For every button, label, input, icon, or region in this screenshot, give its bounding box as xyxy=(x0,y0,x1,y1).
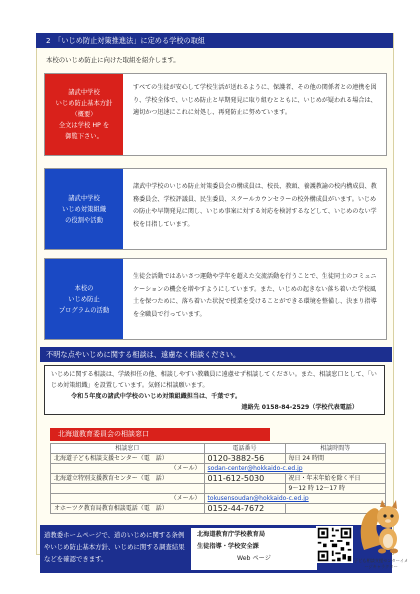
column-header: 相談時間等 xyxy=(285,444,386,454)
contact-email-link[interactable]: tokusensoudan@hokkaido-c.ed.jp xyxy=(204,494,385,504)
tag-line: 本校の xyxy=(74,284,94,292)
consult-heading: 不明な点やいじめに関する相談は、遠慮なく相談ください。 xyxy=(40,347,392,362)
table-row xyxy=(51,464,386,474)
panel-program xyxy=(44,258,387,340)
consult-phone: 連絡先 0158-84-2529（学校代表電話） xyxy=(241,404,358,411)
tag-line: いじめ対策組織 xyxy=(61,205,107,213)
panel-organization xyxy=(44,168,387,250)
section-heading xyxy=(36,33,393,48)
consult-staff: 令和５年度の諸武中学校のいじめ対策組織担当は、千葉です。 xyxy=(71,393,242,400)
column-header: 電話番号 xyxy=(204,444,285,454)
table-row xyxy=(51,474,386,484)
publisher-line: 生徒指導・学校安全課 xyxy=(197,543,259,550)
tag-line: いじめ防止基本方針 xyxy=(55,100,113,107)
tag-line: いじめ防止 xyxy=(68,295,100,303)
contact-name xyxy=(51,484,205,494)
tag-line: の役割や活動 xyxy=(65,216,103,224)
table-row xyxy=(51,454,386,464)
publisher-line: Web ページ xyxy=(237,555,271,562)
table-header-row xyxy=(51,444,386,454)
panel-tag xyxy=(45,74,123,155)
mascot-caption: 子ども相談支援センターイメージキャラクター xyxy=(353,558,409,569)
publisher-box xyxy=(191,528,317,570)
table-row xyxy=(51,494,386,504)
intro-text: 本校のいじめ防止に向けた取組を紹介します。 xyxy=(46,56,180,64)
contact-name: （メール） xyxy=(51,464,205,474)
contact-name: オホーツク教育局教育相談電話（電 話） xyxy=(51,504,205,514)
contact-time: 毎日 24 時間 xyxy=(285,454,386,464)
contact-name: 北海道立特別支援教育センター（電 話） xyxy=(51,474,205,484)
consult-text: いじめに関する相談は、学級担任の他、相談しやすい教職員に遠慮せず相談してください。また、相談窓口として、「いじめ対策組織」を設置しています。気軽に相談願います。 xyxy=(51,371,377,389)
contact-time: 祝日・年末年始を除く平日 xyxy=(285,474,386,484)
panel-tag xyxy=(45,259,123,339)
publisher-line: 北海道教育庁学校教育局 xyxy=(197,531,266,538)
tag-line: （概要） xyxy=(71,111,97,118)
panel-tag xyxy=(45,169,123,249)
tag-line: プログラムの活動 xyxy=(58,306,110,314)
table-row xyxy=(51,484,386,494)
contact-tel[interactable]: 0152-44-7672 xyxy=(204,504,285,514)
contact-tel xyxy=(204,484,285,494)
tag-line: 諸武中学校 xyxy=(68,89,100,96)
section-number: 2 xyxy=(46,36,51,45)
board-heading: 北海道教育委員会の相談窓口 xyxy=(50,428,270,441)
contact-time: 9〜12 時 12〜17 時 xyxy=(285,484,386,494)
panel-basic-policy xyxy=(44,73,387,156)
panel-text: すべての生徒が安心して学校生活が送れるように、保護者、その他の関係者との連携を図り、学校全体で、いじめ防止と早期発見に取り組むとともに、いじめが疑われる場合は、適切かつ迅速にこれに対処し、再発防止に努めています。 xyxy=(133,84,377,117)
footer-text xyxy=(44,529,194,565)
tag-line: 御覧下さい。 xyxy=(65,133,103,140)
footer-line: などを確認できます。 xyxy=(44,555,108,563)
contact-name: 北海道子ども相談支援センター（電 話） xyxy=(51,454,205,464)
section-title: 「いじめ防止対策推進法」に定める学校の取組 xyxy=(57,36,206,45)
footer-line: 道教委ホームページで、道のいじめに関する条例 xyxy=(44,531,185,539)
contact-table xyxy=(50,443,386,514)
panel-text: 生徒会活動ではあいさつ運動や学年を超えた交流活動を行うことで、生徒同士のコミュニケーションの機会を増やすようにしています。また、いじめの起きない落ち着いた学校風土を保つために、落ち着いた状況で授業を受けることができる環境を整備し、決まり指導を全職員で行っています。 xyxy=(133,273,377,318)
column-header: 相談窓口 xyxy=(51,444,205,454)
footer-line: やいじめ防止基本方針、いじめに関する調査結果 xyxy=(44,543,185,551)
contact-tel[interactable]: 011-612-5030 xyxy=(204,474,285,484)
consult-box xyxy=(44,365,385,415)
mascot-squirrel-icon xyxy=(356,495,406,555)
qr-code-icon[interactable] xyxy=(316,526,353,563)
panel-text: 諸武中学校のいじめ防止対策委員会の構成員は、校長、教頭、養護教諭の校内構成員、教務委員会、学校評議員、民生委員、スクールカウンセラーの校外構成員がいます。いじめの防止や早期発見に関し、いじめ事案に対する対応を検討するなどして、いじめのない学校を目指しています。 xyxy=(133,183,377,228)
contact-email-link[interactable]: sodan-center@hokkaido-c.ed.jp xyxy=(204,464,385,474)
contact-tel[interactable]: 0120-3882-56 xyxy=(204,454,285,464)
tag-line: 全文は学校 HP を xyxy=(58,122,110,129)
contact-name: （メール） xyxy=(51,494,205,504)
table-row xyxy=(51,504,386,514)
tag-line: 諸武中学校 xyxy=(68,194,100,202)
